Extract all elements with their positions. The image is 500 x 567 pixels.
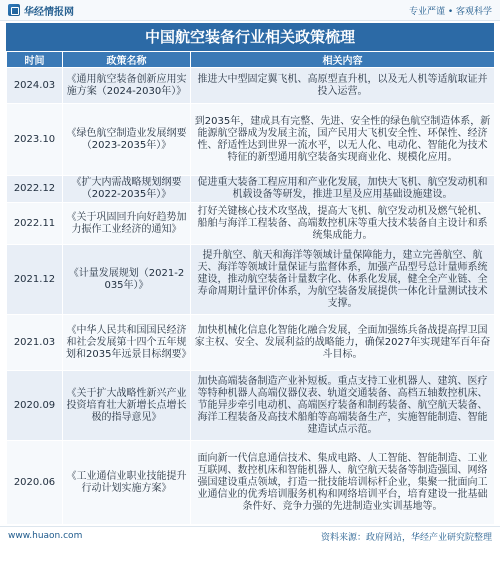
cell-time: 2024.03 — [7, 68, 63, 104]
table-row — [7, 68, 495, 104]
page-title: 中国航空装备行业相关政策梳理 — [6, 23, 494, 51]
cell-content: 打好关键核心技术攻坚战，提高大飞机、航空发动机及燃气轮机、船舶与海洋工程装备、高端数控机床等重大技术装备自主设计和系统集成能力。 — [191, 203, 495, 245]
brand-name: 华经情报网 — [24, 6, 74, 18]
cell-policy-name: 《计量发展规划（2021-2035年）》 — [63, 245, 191, 315]
cell-policy-name: 《通用航空装备创新应用实施方案（2024-2030年）》 — [63, 68, 191, 104]
cell-policy-name: 《扩大内需战略规划纲要（2022-2035年）》 — [63, 176, 191, 203]
table-row — [7, 441, 495, 525]
table-row — [7, 371, 495, 441]
cell-policy-name: 《关于巩固回升向好趋势加力振作工业经济的通知》 — [63, 203, 191, 245]
cell-time: 2020.09 — [7, 371, 63, 441]
table-row — [7, 203, 495, 245]
cell-content: 促进重大装备工程应用和产业化发展，加快大飞机、航空发动机和机载设备等研发，推进卫星及应用基础设施建设。 — [191, 176, 495, 203]
cell-time: 2023.10 — [7, 104, 63, 176]
cell-content: 到2035年，建成具有完整、先进、安全性的绿色航空制造体系，新能源航空器成为发展主流，国产民用大飞机安全性、环保性、经济性、舒适性达到世界一流水平，以无人化、电动化、智能化为技术特征的新型通用航空装备实现商业化、规模化应用。 — [191, 104, 495, 176]
cell-content: 提升航空、航天和海洋等领域计量保障能力，建立完善航空、航天、海洋等领域计量保证与监督体系，加强产品型号总计量师系统建设，推动航空装备计量数字化、体系化发展，健全全产业链、全寿命周期计量评价体系，为航空装备发展提供一体化计量测试技术支撑。 — [191, 245, 495, 315]
source-note: 资料来源：政府网站，华经产业研究院整理 — [320, 532, 492, 543]
square-logo-icon — [8, 4, 20, 16]
policy-table — [6, 51, 495, 525]
table-row — [7, 245, 495, 315]
cell-policy-name: 《绿色航空制造业发展纲要（2023-2035年）》 — [63, 104, 191, 176]
cell-time: 2022.11 — [7, 203, 63, 245]
cell-content: 推进大中型固定翼飞机、高原型直升机，以及无人机等适航取证并投入运营。 — [191, 68, 495, 104]
cell-time: 2021.03 — [7, 315, 63, 371]
cell-policy-name: 《关于扩大战略性新兴产业投资培育壮大新增长点增长极的指导意见》 — [63, 371, 191, 441]
brand[interactable] — [8, 3, 74, 18]
table-row — [7, 315, 495, 371]
footer — [0, 526, 500, 545]
column-header-content: 相关内容 — [191, 52, 495, 68]
cell-content: 面向新一代信息通信技术、集成电路、人工智能、智能制造、工业互联网、数控机床和智能机器人、航空航天装备等制造强国、网络强国建设重点领域，打造一批技能培训标杆企业，集聚一批面向工业通信业的优秀培训服务机构和网络培训平台，培育建设一批基础条件好、竞争力强的先进制造业实训基地等。 — [191, 441, 495, 525]
cell-policy-name: 《中华人民共和国国民经济和社会发展第十四个五年规划和2035年远景目标纲要》 — [63, 315, 191, 371]
cell-policy-name: 《工业通信业职业技能提升行动计划实施方案》 — [63, 441, 191, 525]
cell-time: 2022.12 — [7, 176, 63, 203]
column-header-time: 时间 — [7, 52, 63, 68]
column-header-name: 政策名称 — [63, 52, 191, 68]
footer-url[interactable]: www.huaon.com — [8, 531, 83, 541]
top-header — [0, 0, 500, 21]
cell-content: 加快高端装备制造产业补短板。重点支持工业机器人、建筑、医疗等特种机器人高端仪器仪表、轨道交通装备、高档五轴数控机床、节能异步牵引电动机、高端医疗装备和制药装备、航空航天装备、海洋工程装备及高技术船舶等高端装备生产，实施智能制造、智能建造试点示范。 — [191, 371, 495, 441]
table-row — [7, 176, 495, 203]
slogan: 专业严谨 • 客观科学 — [408, 6, 492, 17]
cell-time: 2020.06 — [7, 441, 63, 525]
table-row — [7, 104, 495, 176]
cell-content: 加快机械化信息化智能化融合发展，全面加强练兵备战提高捍卫国家主权、安全、发展利益的战略能力，确保2027年实现建军百年奋斗目标。 — [191, 315, 495, 371]
cell-time: 2021.12 — [7, 245, 63, 315]
table-header-row — [7, 52, 495, 68]
